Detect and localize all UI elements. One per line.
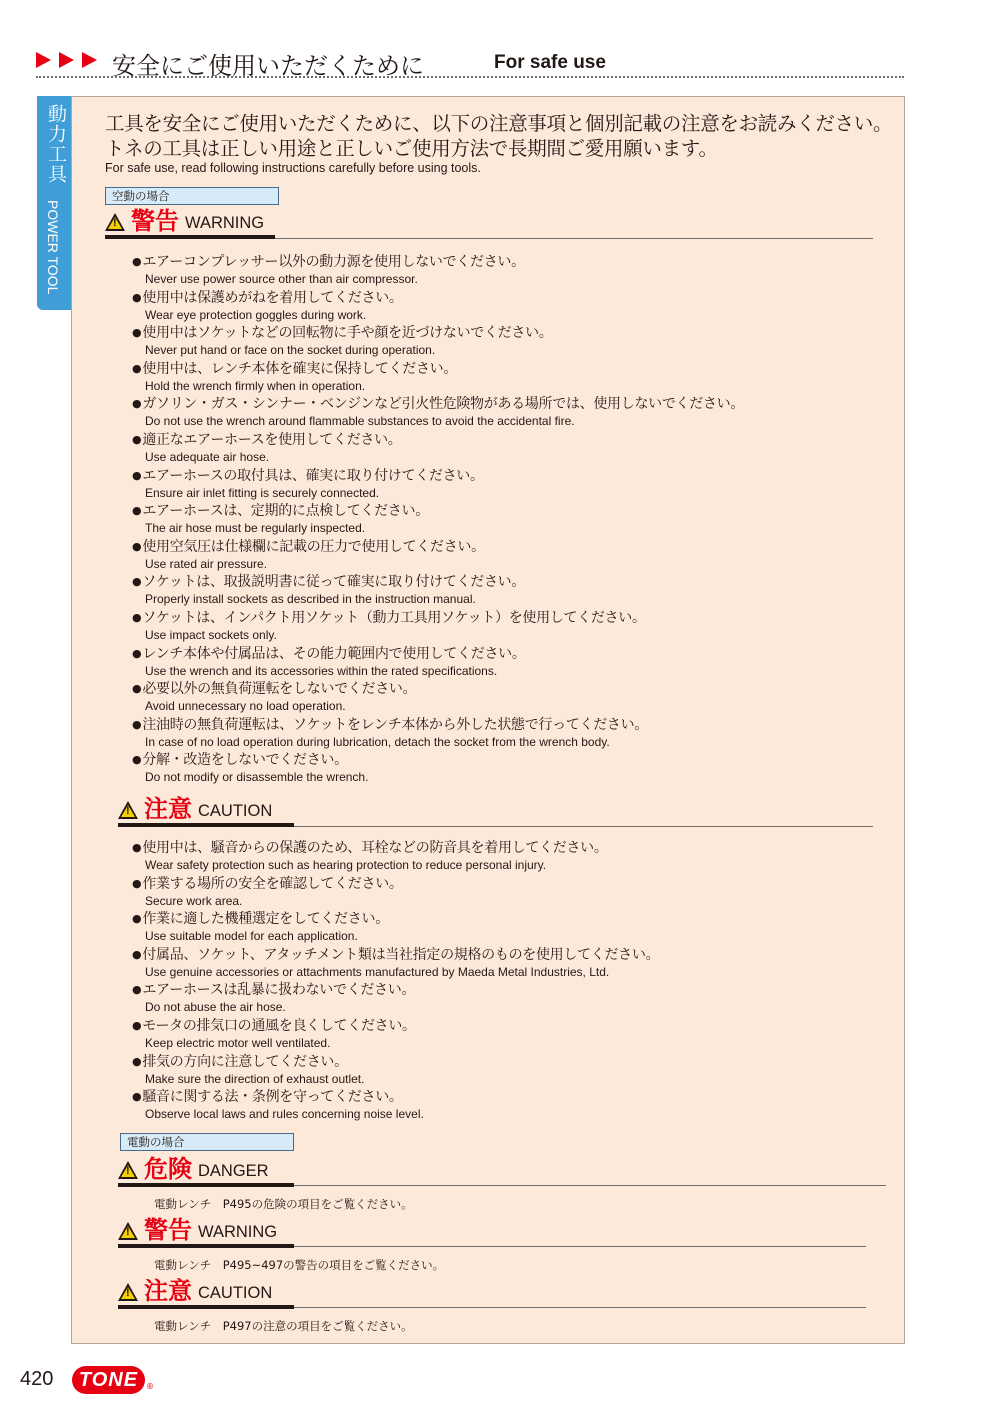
list-item [132,680,744,716]
section-rule [275,238,873,239]
item-text-jp: ● 使用中は保護めがねを着用してください。 [132,289,744,308]
page-subtitle: For safe use [494,52,606,73]
item-text-jp: ● 作業する場所の安全を確認してください。 [132,875,659,894]
warning-triangle-icon [105,213,125,231]
electric-caution-title-en: CAUTION [198,1284,273,1302]
tone-logo: TONE [72,1366,145,1394]
list-item [132,467,744,503]
item-text-jp: ● モータの排気口の通風を良くしてください。 [132,1017,659,1036]
section-rule-bold [118,1305,294,1309]
list-item [132,839,659,875]
item-text-en: Do not use the wrench around flammable substances to avoid the accidental fire. [145,414,575,429]
warning-triangle-icon [118,1283,138,1301]
caution-heading [118,795,272,823]
list-item [132,751,744,787]
page-title: 安全にご使用いただくために [112,52,424,80]
item-text-en: Use adequate air hose. [145,449,270,464]
item-text-jp: ● 使用空気圧は仕様欄に記載の圧力で使用してください。 [132,538,744,557]
item-text-en: Avoid unnecessary no load operation. [145,699,346,714]
list-item [132,875,659,911]
list-item [132,716,744,752]
warning-title-jp: 警告 [131,207,179,235]
list-item [132,395,744,431]
section-rule [294,1307,866,1308]
warning-item-list [132,253,744,787]
item-text-jp: ● 必要以外の無負荷運転をしないでください。 [132,680,744,699]
item-text-jp: ● 使用中は、騒音からの保護のため、耳栓などの防音具を着用してください。 [132,839,659,858]
item-text-en: Do not abuse the air hose. [145,1000,286,1015]
electric-warning-title-en: WARNING [198,1223,278,1241]
electric-case-label: 電動の場合 [120,1133,294,1151]
item-text-jp: ● 注油時の無負荷運転は、ソケットをレンチ本体から外した状態で行ってください。 [132,716,744,735]
item-text-jp: ● 使用中はソケットなどの回転物に手や顔を近づけないでください。 [132,324,744,343]
item-text-en: Never use power source other than air compressor. [145,272,418,286]
section-rule [294,1185,886,1186]
section-rule-bold [118,1183,294,1187]
page-number: 420 [20,1368,54,1390]
side-tab-label-jp: 動力工具 [45,104,67,184]
warning-heading [105,207,264,235]
electric-caution-title-jp: 注意 [144,1277,192,1305]
list-item [132,289,744,325]
list-item [132,910,659,946]
item-text-en: Do not modify or disassemble the wrench. [145,770,369,785]
list-item [132,981,659,1017]
section-rule [294,1246,866,1247]
item-text-jp: ● ソケットは、インパクト用ソケット（動力工具用ソケット）を使用してください。 [132,609,744,628]
item-text-jp: ● エアーホースは、定期的に点検してください。 [132,502,744,521]
electric-warning-heading [118,1216,277,1244]
item-text-en: Keep electric motor well ventilated. [145,1035,331,1050]
section-rule-bold [118,823,294,827]
item-text-jp: ● エアーホースの取付具は、確実に取り付けてください。 [132,467,744,486]
section-rule [294,826,873,827]
electric-caution-heading [118,1277,272,1305]
registered-mark: ® [146,1382,154,1391]
danger-heading [118,1155,269,1183]
list-item [132,324,744,360]
item-text-en: Use genuine accessories or attachments manufactured by Maeda Metal Industries, Ltd. [145,964,610,979]
triple-arrow-icon [36,52,103,68]
safety-panel [71,96,905,1344]
caution-item-list [132,839,659,1124]
item-text-en: Use suitable model for each application. [145,929,358,944]
side-tab-power-tool[interactable] [37,96,71,310]
item-text-jp: ● ソケットは、取扱説明書に従って確実に取り付けてください。 [132,573,744,592]
caution-title-en: CAUTION [198,802,273,820]
page-header [36,46,904,78]
list-item [132,1088,659,1124]
item-text-en: Observe local laws and rules concerning noise level. [145,1107,424,1122]
item-text-jp: ● 適正なエアーホースを使用してください。 [132,431,744,450]
list-item [132,609,744,645]
warning-triangle-icon [118,1161,138,1179]
item-text-jp: ● 作業に適した機種選定をしてください。 [132,910,659,929]
list-item [132,253,744,289]
item-text-en: Ensure air inlet fitting is securely connected. [145,485,380,500]
item-text-jp: ● 騒音に関する法・条例を守ってください。 [132,1088,659,1107]
warning-triangle-icon [118,801,138,819]
list-item [132,573,744,609]
list-item [132,1017,659,1053]
caution-title-jp: 注意 [144,795,192,823]
item-text-jp: ● 使用中は、レンチ本体を確実に保持してください。 [132,360,744,379]
list-item [132,645,744,681]
list-item [132,946,659,982]
section-rule-bold [105,235,275,239]
item-text-en: In case of no load operation during lubrication, detach the socket from the wrench body. [145,734,610,749]
item-text-jp: ● 付属品、ソケット、アタッチメント類は当社指定の規格のものを使用してください。 [132,946,659,965]
item-text-jp: ● 排気の方向に注意してください。 [132,1053,659,1072]
danger-title-jp: 危険 [144,1155,192,1183]
electric-caution-reference: 電動レンチ P497の注意の項目をご覧ください。 [154,1319,413,1333]
danger-title-en: DANGER [198,1162,269,1180]
item-text-en: Use impact sockets only. [145,627,277,642]
item-text-en: Hold the wrench firmly when in operation. [145,378,366,393]
item-text-jp: ● ガソリン・ガス・シンナー・ベンジンなど引火性危険物がある場所では、使用しないでください。 [132,395,744,414]
intro-text-jp: 工具を安全にご使用いただくために、以下の注意事項と個別記載の注意をお読みください。トネの工具は正しい用途と正しいご使用方法で長期間ご愛用願います。 [105,112,893,160]
list-item [132,1053,659,1089]
section-rule-bold [118,1244,294,1248]
list-item [132,431,744,467]
item-text-en: Wear safety protection such as hearing protection to reduce personal injury. [145,858,547,872]
item-text-jp: ● エアーホースは乱暴に扱わないでください。 [132,981,659,1000]
side-tab-label-en: POWER TOOL [45,200,61,295]
list-item [132,538,744,574]
item-text-jp: ● レンチ本体や付属品は、その能力範囲内で使用してください。 [132,645,744,664]
item-text-en: Wear eye protection goggles during work. [145,307,367,322]
item-text-jp: ● エアーコンプレッサー以外の動力源を使用しないでください。 [132,253,744,272]
list-item [132,360,744,396]
list-item [132,502,744,538]
item-text-en: Never put hand or face on the socket during operation. [145,343,436,358]
electric-warning-title-jp: 警告 [144,1216,192,1244]
item-text-en: Properly install sockets as described in the instruction manual. [145,592,476,607]
item-text-jp: ● 分解・改造をしないでください。 [132,751,744,770]
item-text-en: The air hose must be regularly inspected. [145,521,366,536]
item-text-en: Use the wrench and its accessories within the rated specifications. [145,663,498,678]
danger-reference: 電動レンチ P495の危険の項目をご覧ください。 [154,1197,413,1211]
warning-title-en: WARNING [185,214,265,232]
electric-warning-reference: 電動レンチ P495~497の警告の項目をご覧ください。 [154,1258,445,1272]
warning-triangle-icon [118,1222,138,1240]
air-case-label: 空動の場合 [105,187,279,205]
item-text-en: Make sure the direction of exhaust outlet. [145,1071,365,1086]
item-text-en: Use rated air pressure. [145,556,268,571]
intro-text-en: For safe use, read following instructions carefully before using tools. [105,161,481,175]
item-text-en: Secure work area. [145,893,243,908]
